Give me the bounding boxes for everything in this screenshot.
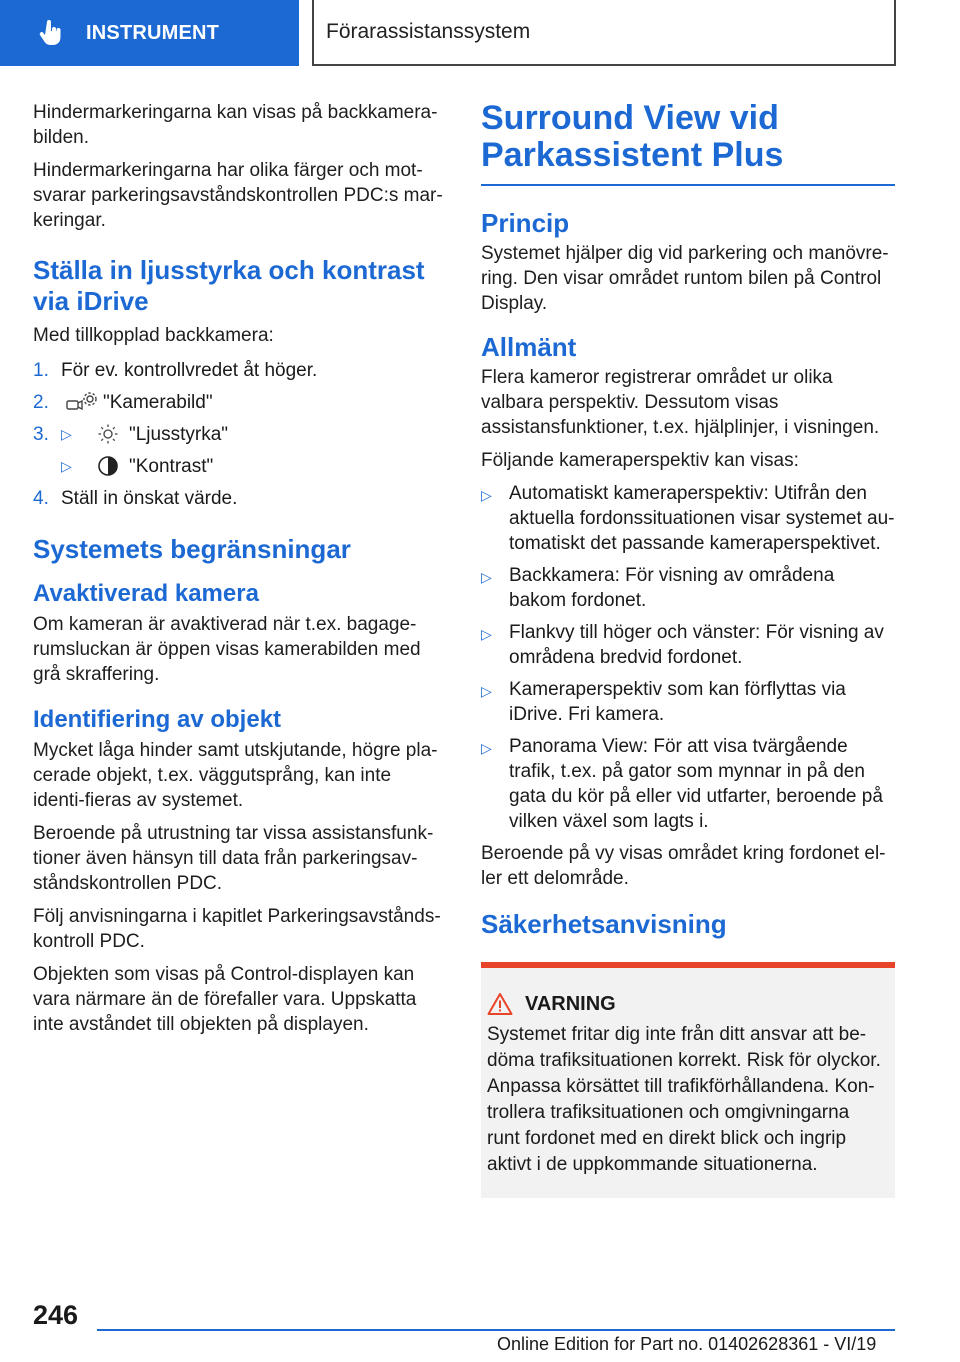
warning-label: VARNING	[525, 992, 616, 1015]
camera-settings-icon	[61, 391, 103, 413]
bullet-text: Panorama View: För att visa tvärgående trafik, t.ex. på gator som mynnar in på den gata du kör på eller vid utfarter, beroende på vilken växel som lagts i.	[509, 736, 883, 832]
triangle-bullet-icon: ▷	[481, 740, 492, 756]
heading-object-detection: Identifiering av objekt	[33, 706, 282, 733]
bullet-text: Flankvy till höger och vänster: För visning av områdena bredvid fordonet.	[509, 622, 884, 668]
heading-surround-view: Surround View vid Parkassistent Plus	[481, 99, 784, 174]
paragraph: Beroende på vy visas området kring fordonet el-ler ett delområde.	[481, 843, 886, 889]
warning-triangle-icon	[487, 992, 513, 1016]
paragraph: Mycket låga hinder samt utskjutande, högre pla-cerade objekt, t.ex. väggutsprång, kan inte identi-fieras av systemet.	[33, 740, 438, 811]
footer-rule	[97, 1329, 895, 1331]
section-tab[interactable]	[0, 0, 299, 66]
paragraph: Med tillkopplad backkamera:	[33, 325, 274, 346]
heading-safety: Säkerhetsanvisning	[481, 909, 727, 939]
paragraph: Objekten som visas på Control-displayen kan vara närmare än de förefaller vara. Uppskatta inte avståndet till objekten på displayen.	[33, 964, 417, 1035]
bullet-text: Automatiskt kameraperspektiv: Utifrån den aktuella fordonssituationen visar systemet au-tomatiskt det passande kameraperspektivet.	[509, 483, 895, 554]
heading-brightness-contrast: Ställa in ljusstyrka och kontrast via iDrive	[33, 255, 425, 316]
breadcrumb-text: Förarassistanssystem	[326, 20, 531, 43]
paragraph: Systemet hjälper dig vid parkering och manövre-ring. Den visar området runtom bilen på Control Display.	[481, 243, 889, 314]
list-item	[33, 482, 445, 514]
heading-disabled-camera: Avaktiverad kamera	[33, 580, 259, 607]
paragraph: Följande kameraperspektiv kan visas:	[481, 450, 799, 471]
list-item	[481, 734, 895, 834]
paragraph: Om kameran är avaktiverad när t.ex. bagage-rumsluckan är öppen visas kamerabilden med grå skraffering.	[33, 614, 421, 685]
list-item	[481, 677, 895, 727]
triangle-bullet-icon: ▷	[481, 487, 492, 503]
right-column	[481, 100, 895, 1198]
paragraph: Hindermarkeringarna kan visas på backkamera-bilden.	[33, 102, 438, 148]
triangle-bullet-icon: ▷	[481, 683, 492, 699]
triangle-bullet-icon: ▷	[61, 425, 72, 442]
list-item	[481, 620, 895, 670]
paragraph: Följ anvisningarna i kapitlet Parkeringsavstånds-kontroll PDC.	[33, 906, 441, 952]
step-number: 3.	[33, 423, 49, 445]
heading-general: Allmänt	[481, 332, 577, 362]
list-item	[33, 418, 445, 450]
list-item	[481, 481, 895, 556]
section-label: INSTRUMENT	[86, 21, 220, 44]
paragraph: Beroende på utrustning tar vissa assistansfunk-tioner även hänsyn till data från parkeringsav-ståndskontrollen PDC.	[33, 823, 434, 894]
hand-pointer-icon	[36, 18, 66, 48]
heading-system-limits: Systemets begränsningar	[33, 534, 351, 564]
list-item	[33, 386, 445, 418]
contrast-icon	[87, 455, 129, 477]
step-text: "Kamerabild"	[103, 391, 213, 413]
page-number: 246	[33, 1300, 79, 1330]
breadcrumb	[312, 0, 896, 66]
step-number: 1.	[33, 359, 49, 381]
step-text: För ev. kontrollvredet åt höger.	[61, 359, 318, 381]
warning-text: Systemet fritar dig inte från ditt ansvar att be-döma trafiksituationen korrekt. Risk för olyckor. Anpassa körsättet till trafikförhållandena. Kon-trollera trafiksituationen och omgivningarna runt fordonet med en direkt blick och ingrip aktivt i de uppkommande situationerna.	[487, 1024, 881, 1175]
list-item	[481, 563, 895, 613]
triangle-bullet-icon: ▷	[481, 569, 492, 585]
step-text: Ställ in önskat värde.	[61, 487, 238, 509]
step-text: "Ljusstyrka"	[129, 423, 229, 445]
sun-icon	[87, 423, 129, 445]
edition-text: Online Edition for Part no. 01402628361 - VI/19	[497, 1334, 877, 1354]
paragraph: Hindermarkeringarna har olika färger och mot-svarar parkeringsavståndskontrollen PDC:s mar-keringar.	[33, 160, 443, 231]
list-item	[33, 354, 445, 386]
heading-rule	[481, 184, 895, 186]
triangle-bullet-icon: ▷	[61, 457, 72, 474]
step-text: "Kontrast"	[129, 455, 214, 477]
step-number: 2.	[33, 391, 49, 413]
warning-header	[487, 992, 887, 1016]
bullet-text: Kameraperspektiv som kan förflyttas via iDrive. Fri kamera.	[509, 679, 846, 725]
triangle-bullet-icon: ▷	[481, 626, 492, 642]
heading-principle: Princip	[481, 208, 570, 238]
list-item	[33, 450, 445, 482]
step-number: 4.	[33, 487, 49, 509]
steps-list	[33, 354, 445, 514]
warning-box	[481, 962, 895, 1198]
left-column	[33, 100, 445, 1045]
bullet-text: Backkamera: För visning av områdena bakom fordonet.	[509, 565, 835, 611]
paragraph: Flera kameror registrerar området ur olika valbara perspektiv. Dessutom visas assistansfunktioner, t.ex. hjälplinjer, i visningen.	[481, 367, 880, 438]
perspective-list	[481, 481, 895, 834]
